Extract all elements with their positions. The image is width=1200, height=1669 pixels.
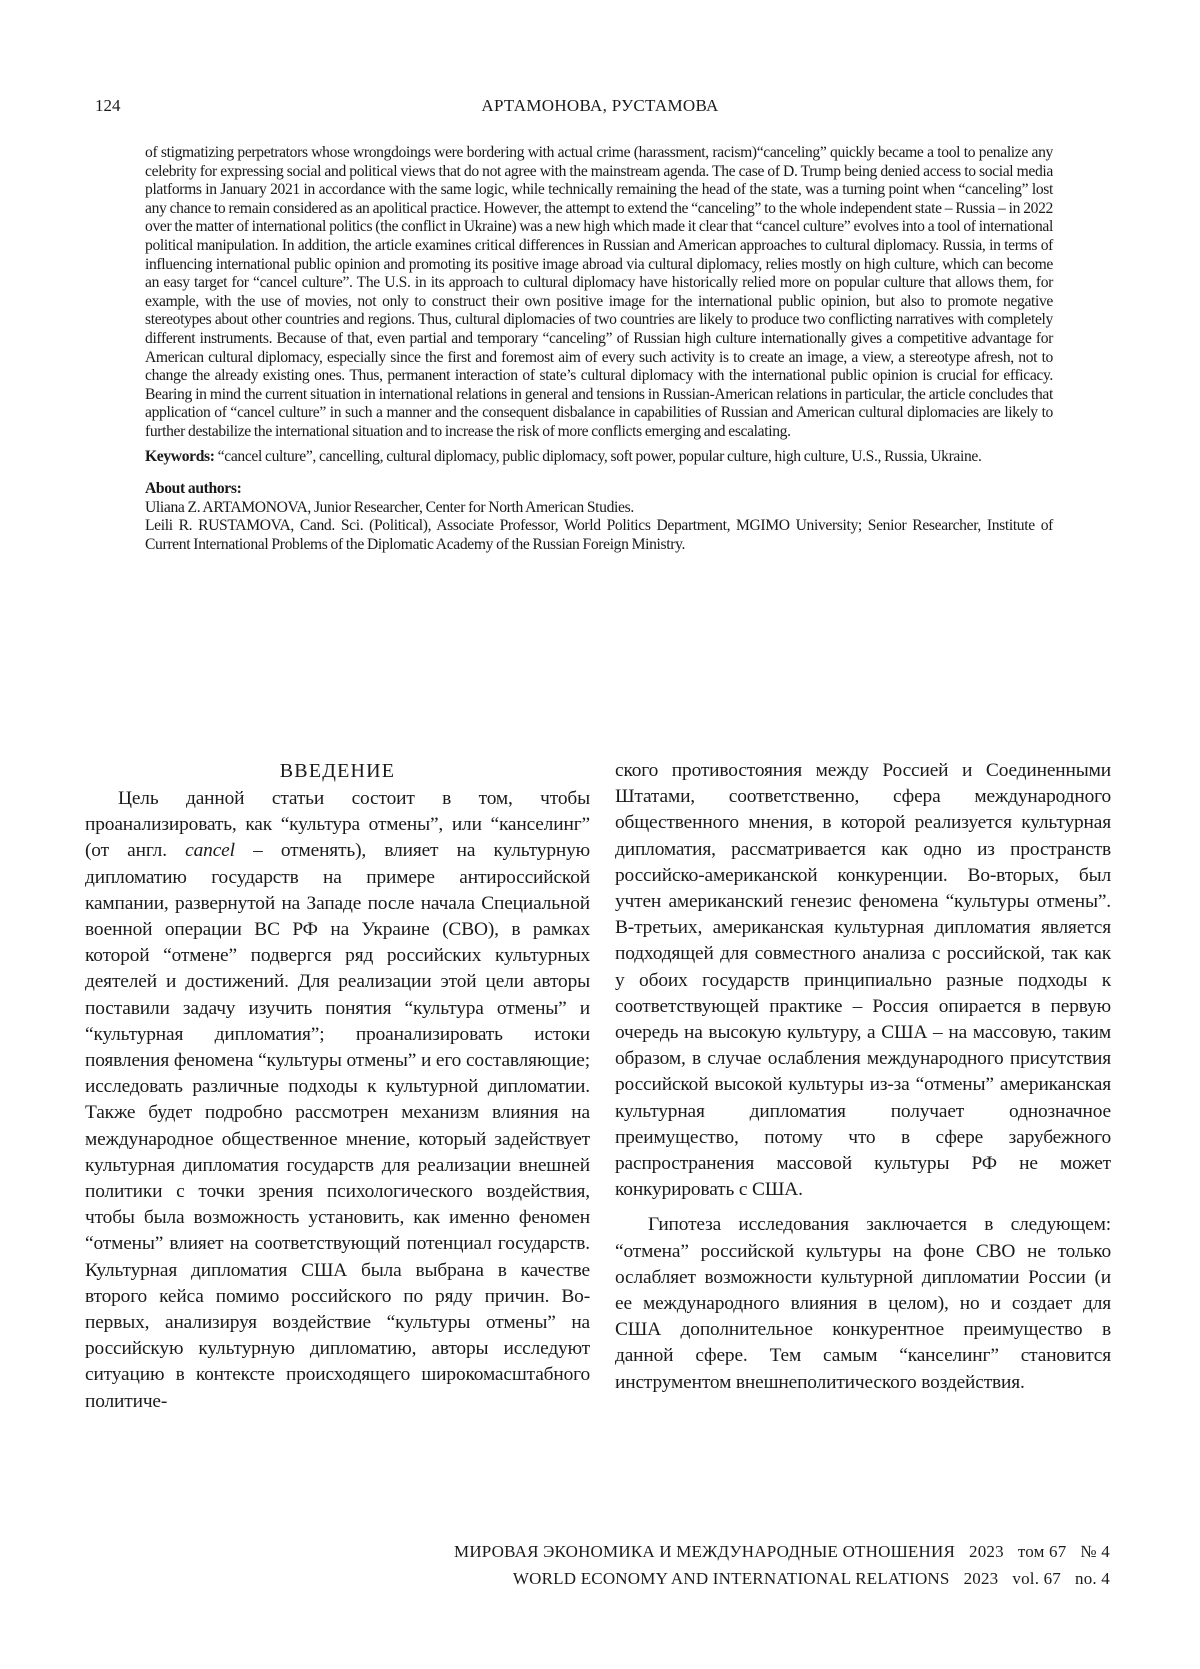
author-info: Uliana Z. ARTAMONOVA, Junior Researcher, Center for North American Studies. xyxy=(145,499,1053,518)
body-paragraph: Гипотеза исследования заключается в следующем: “отмена” российской культуры на фоне СВО не только ослабляет возможности культурной дипломатии России (и ее международного влияния в целом), но и создает для США дополнительное конкурентное преимущество в данной сфере. Тем самым “канселинг” становится инструментом внешнеполитического воздействия. xyxy=(615,1212,1111,1395)
keywords xyxy=(145,448,1053,467)
text-run: – отменять), влияет на культурную дипломатию государств на примере антироссийской кампании, развернутой на Западе после начала Специальной военной операции ВС РФ на Украине (СВО), в рамках которой “отмене” подвергся ряд российских культурных деятелей и достижений. Для реализации этой цели авторы поставили задачу изучить понятия “культура отмены” и “культурная дипломатия”; проанализировать истоки появления феномена “культуры отмены” и его составляющие; исследовать различные подходы к культурной дипломатии. Также будет подробно рассмотрен механизм влияния на международное общественное мнение, который задействует культурная дипломатия государств для реализации внешней политики с точки зрения психологического воздействия, чтобы была возможность установить, как именно феномен “отмены” влияет на соответствующий потенциал государств. Культурная дипломатия США была выбрана в качестве второго кейса помимо российского по ряду причин. Во-первых, анализируя воздействие “культуры отмены” на российскую культурную дипломатию, авторы исследуют ситуацию в контексте происходящего широкомасштабного политиче- xyxy=(85,840,590,1411)
journal-volume: vol. 67 xyxy=(1012,1569,1061,1588)
running-head-authors: АРТАМОНОВА, РУСТАМОВА xyxy=(0,96,1200,116)
page-number: 124 xyxy=(95,96,121,116)
journal-year: 2023 xyxy=(969,1542,1004,1561)
body-paragraph xyxy=(85,786,590,1415)
author-info: Leili R. RUSTAMOVA, Cand. Sci. (Political), Associate Professor, World Politics Department, MGIMO University; Senior Researcher, Institute of Current International Problems of the Diplomatic Academy of the Russian Foreign Ministry. xyxy=(145,517,1053,554)
keywords-list: “cancel culture”, cancelling, cultural diplomacy, public diplomacy, soft power, popular culture, high culture, U.S., Russia, Ukraine. xyxy=(215,448,982,465)
keywords-label: Keywords: xyxy=(145,448,215,465)
about-authors-label: About authors: xyxy=(145,480,1053,499)
abstract-text: of stigmatizing perpetrators whose wrongdoings were bordering with actual crime (harassment, racism)“canceling” quickly became a tool to penalize any celebrity for expressing social and political views that do not agree with the mainstream agenda. The case of D. Trump being denied access to social media platforms in January 2021 in accordance with the same logic, while technically remaining the head of the state, was a turning point when “canceling” lost any chance to remain considered as an apolitical practice. However, the attempt to extend the “canceling” to the whole independent state – Russia – in 2022 over the matter of international politics (the conflict in Ukraine) was a new high which made it clear that “cancel culture” evolves into a tool of international political manipulation. In addition, the article examines critical differences in Russian and American approaches to cultural diplomacy. Russia, in terms of influencing international public opinion and promoting its positive image abroad via cultural diplomacy, relies mostly on high culture, which can become an easy target for “cancel culture”. The U.S. in its approach to cultural diplomacy have historically relied more on popular culture that allows them, for example, with the use of movies, not only to construct their own positive image for the international public opinion, but also to promote negative stereotypes about other countries and regions. Thus, cultural diplomacies of two countries are likely to produce two conflicting narratives with completely different instruments. Because of that, even partial and temporary “canceling” of Russian high culture internationally gives a competitive advantage for American cultural diplomacy, especially since the first and foremost aim of every such activity is to create an image, a view, a stereotype afresh, not to change the already existing ones. Thus, permanent interaction of state’s cultural diplomacy with the international public opinion is crucial for efficacy. Bearing in mind the current situation in international relations in general and tensions in Russian-American relations in particular, the article concludes that application of “cancel culture” in such a manner and the consequent disbalance in capabilities of Russian and American cultural diplomacies are likely to further destabilize the international situation and to increase the risk of more conflicts emerging and escalating. xyxy=(145,144,1053,442)
journal-footer-ru xyxy=(454,1542,1110,1562)
body-column-right xyxy=(615,758,1111,1396)
english-abstract xyxy=(145,144,1053,554)
journal-name: МИРОВАЯ ЭКОНОМИКА И МЕЖДУНАРОДНЫЕ ОТНОШЕНИЯ xyxy=(454,1542,955,1561)
journal-footer-en xyxy=(513,1569,1110,1589)
section-heading: ВВЕДЕНИЕ xyxy=(85,758,590,784)
journal-issue: no. 4 xyxy=(1075,1569,1110,1588)
journal-name: WORLD ECONOMY AND INTERNATIONAL RELATIONS xyxy=(513,1569,950,1588)
italic-term: cancel xyxy=(185,840,235,861)
body-column-left xyxy=(85,758,590,1415)
body-paragraph-continued: ского противостояния между Россией и Соединенными Штатами, соответственно, сфера международного общественного мнения, в которой реализуется культурная дипломатия, рассматривается как одно из пространств российско-американской конкуренции. Во-вторых, был учтен американский генезис феномена “культуры отмены”. В-третьих, американская культурная дипломатия является подходящей для совместного анализа с российской, так как у обоих государств принципиально разные подходы к соответствующей практике – Россия опирается в первую очередь на высокую культуру, а США – на массовую, таким образом, в случае ослабления международного присутствия российской высокой культуры из-за “отмены” американская культурная дипломатия получает однозначное преимущество, потому что в сфере зарубежного распространения массовой культуры РФ не может конкурировать с США. xyxy=(615,758,1111,1203)
journal-volume: том 67 xyxy=(1018,1542,1067,1561)
journal-year: 2023 xyxy=(964,1569,999,1588)
journal-issue: № 4 xyxy=(1080,1542,1110,1561)
text-run: Цель данной статьи состоит в том, чтобы проанализировать, как “культура отмены”, или “канселинг” (от англ. xyxy=(85,788,590,861)
